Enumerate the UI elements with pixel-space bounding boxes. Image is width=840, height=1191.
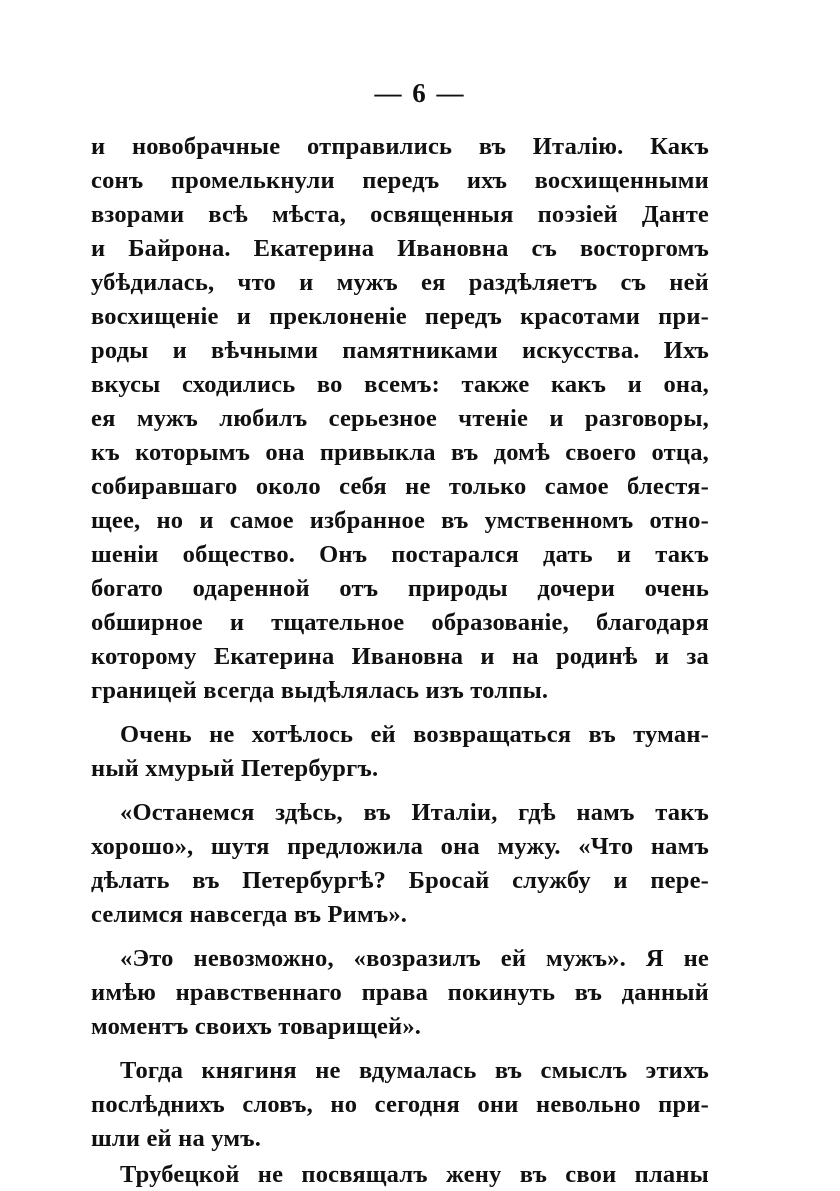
text-line: и Байрона. Екатерина Ивановна съ восторгомъ [91,235,709,262]
text-line: богато одаренной отъ природы дочери очень [91,575,709,602]
text-line: роды и вѣчными памятниками искусства. Ихъ [91,337,709,364]
text-line: и новобрачные отправились въ Италію. Какъ [91,133,709,160]
text-line: которому Екатерина Ивановна и на родинѣ и за [91,643,709,670]
text-line: шли ей на умъ. [91,1125,262,1152]
text-line: имѣю нравственнаго права покинуть въ данный [91,979,709,1006]
text-line: сонъ промелькнули передъ ихъ восхищенными [91,167,709,194]
text-line: восхищеніе и преклоненіе передъ красотами при- [91,303,709,330]
text-line: ный хмурый Петербургъ. [91,755,379,782]
text-line: дѣлать въ Петербургѣ? Бросай службу и пере- [91,867,709,894]
paragraph-first-line: Трубецкой не посвящалъ жену въ свои планы [120,1161,709,1188]
text-line: шеніи общество. Онъ постарался дать и такъ [91,541,709,568]
text-line: селимся навсегда въ Римъ». [91,901,408,928]
paragraph-first-line: «Останемся здѣсь, въ Италіи, гдѣ намъ такъ [120,799,709,826]
text-line: щее, но и самое избранное въ умственномъ отно- [91,507,709,534]
paragraph-first-line: Тогда княгиня не вдумалась въ смыслъ этихъ [120,1057,709,1084]
paragraph-first-line: «Это невозможно, «возразилъ ей мужъ». Я не [120,945,709,972]
paragraph-first-line: Очень не хотѣлось ей возвращаться въ туман- [120,721,709,748]
text-line: собиравшаго около себя не только самое блестя- [91,473,709,500]
text-line: взорами всѣ мѣста, освященныя поэзіей Данте [91,201,709,228]
text-line: границей всегда выдѣлялась изъ толпы. [91,677,549,704]
text-line: ея мужъ любилъ серьезное чтеніе и разговоры, [91,405,709,432]
page-number: — 6 — [374,78,466,108]
text-line: хорошо», шутя предложила она мужу. «Что намъ [91,833,709,860]
text-line: къ которымъ она привыкла въ домѣ своего отца, [91,439,709,466]
text-line: обширное и тщательное образованіе, благодаря [91,609,709,636]
text-line: вкусы сходились во всемъ: также какъ и она, [91,371,709,398]
text-line: убѣдилась, что и мужъ ея раздѣляетъ съ ней [91,269,709,296]
text-line: моментъ своихъ товарищей». [91,1013,422,1040]
text-line: послѣднихъ словъ, но сегодня они невольно при- [91,1091,709,1118]
